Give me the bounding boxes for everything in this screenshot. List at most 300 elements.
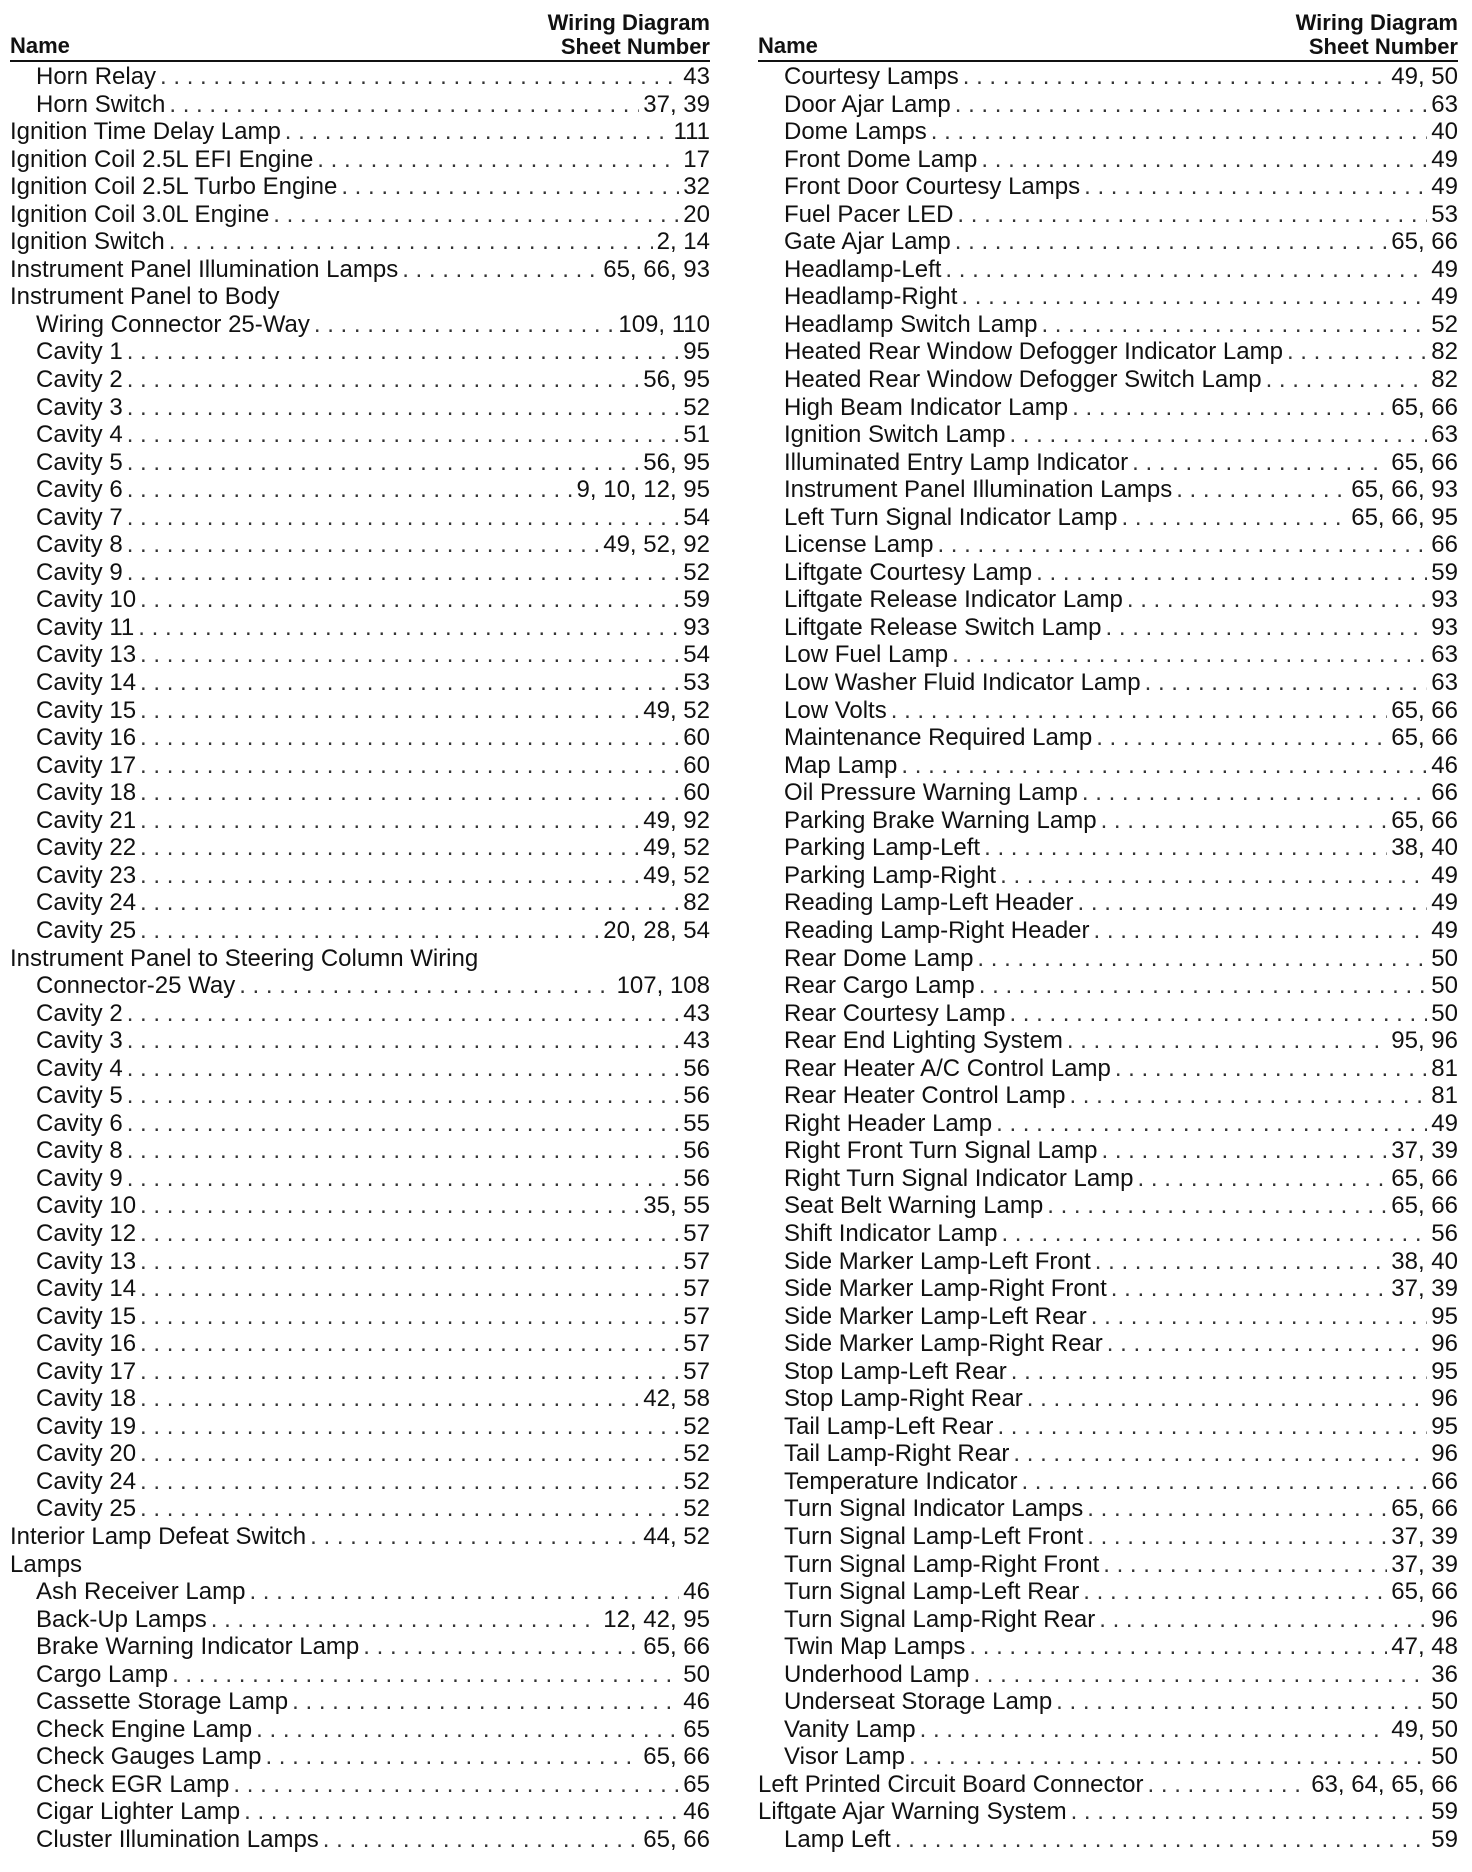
sheet-number: 54 (683, 641, 710, 669)
index-entry (758, 201, 1458, 229)
dot-leader (265, 1743, 639, 1771)
dot-leader (140, 586, 679, 614)
dot-leader (1266, 366, 1428, 394)
index-entry (758, 1000, 1458, 1028)
entry-name: Cavity 21 (36, 806, 137, 834)
index-entry (10, 1495, 710, 1523)
index-entry (10, 1358, 710, 1386)
dot-leader (1072, 394, 1387, 422)
dot-leader (292, 1688, 679, 1716)
entry-name: Low Washer Fluid Indicator Lamp (784, 669, 1141, 697)
entry-name: Cavity 25 (36, 1495, 137, 1523)
sheet-number: 55 (683, 1109, 710, 1137)
entry-name: Headlamp Switch Lamp (784, 310, 1038, 338)
dot-leader (127, 504, 680, 532)
entry-name: Liftgate Release Switch Lamp (784, 613, 1102, 641)
index-entry (10, 641, 710, 669)
sheet-number: 56 (683, 1054, 710, 1082)
index-entry (10, 1330, 710, 1358)
dot-leader (1091, 1303, 1428, 1331)
entry-name: Cavity 16 (36, 724, 137, 752)
dot-leader (127, 476, 573, 504)
entry-name: Front Door Courtesy Lamps (784, 173, 1081, 201)
dot-leader (244, 1798, 679, 1826)
sheet-number: 49, 52, 92 (603, 531, 710, 559)
dot-leader (127, 449, 640, 477)
dot-leader (1009, 421, 1427, 449)
index-entry (10, 283, 710, 311)
index-entry (10, 531, 710, 559)
entry-name: Ignition Switch (10, 228, 165, 256)
sheet-number: 57 (683, 1302, 710, 1330)
sheet-number: 63 (1431, 90, 1458, 118)
entry-name: Wiring Connector 25-Way (36, 310, 310, 338)
sheet-number: 66 (1431, 531, 1458, 559)
index-entry (758, 366, 1458, 394)
index-entry (758, 1633, 1458, 1661)
dot-leader (969, 1633, 1387, 1661)
index-entry (10, 1275, 710, 1303)
sheet-number: 12, 42, 95 (603, 1605, 710, 1633)
entry-name: Right Turn Signal Indicator Lamp (784, 1164, 1134, 1192)
sheet-number: 81 (1431, 1082, 1458, 1110)
sheet-number: 52 (683, 1412, 710, 1440)
dot-leader (1082, 779, 1427, 807)
index-entry (10, 669, 710, 697)
entry-name: Horn Switch (36, 90, 166, 118)
entry-name: Cluster Illumination Lamps (36, 1826, 319, 1853)
sheet-number: 50 (1431, 1743, 1458, 1771)
dot-leader (931, 118, 1428, 146)
dot-leader (909, 1743, 1427, 1771)
dot-leader (127, 1082, 680, 1110)
sheet-number: 93 (1431, 586, 1458, 614)
index-entry (758, 807, 1458, 835)
sheet-number: 57 (683, 1247, 710, 1275)
index-entry (10, 1826, 710, 1854)
sheet-number: 46 (683, 1798, 710, 1826)
index-entry (10, 1055, 710, 1083)
dot-leader (1287, 338, 1427, 366)
sheet-number: 47, 48 (1391, 1633, 1458, 1661)
entry-name: Cavity 4 (36, 1054, 123, 1082)
sheet-number: 20, 28, 54 (603, 916, 710, 944)
entry-name: Door Ajar Lamp (784, 90, 951, 118)
sheet-number: 46 (1431, 751, 1458, 779)
index-entry (10, 1578, 710, 1606)
sheet-number: 50 (1431, 999, 1458, 1027)
entry-name: Cavity 2 (36, 999, 123, 1027)
entry-name: Right Front Turn Signal Lamp (784, 1137, 1098, 1165)
dot-leader (961, 283, 1427, 311)
index-entry (10, 889, 710, 917)
index-entry (10, 1413, 710, 1441)
sheet-number: 36 (1431, 1660, 1458, 1688)
sheet-number: 65, 66 (643, 1743, 710, 1771)
dot-leader (895, 1826, 1428, 1854)
dot-leader (1094, 917, 1428, 945)
sheet-number: 52 (683, 1495, 710, 1523)
sheet-number: 65, 66, 93 (603, 255, 710, 283)
dot-leader (1021, 1468, 1427, 1496)
index-entry (10, 366, 710, 394)
entry-name: Liftgate Courtesy Lamp (784, 558, 1033, 586)
sheet-number: 63 (1431, 669, 1458, 697)
sheet-number: 52 (683, 558, 710, 586)
entry-name: Tail Lamp-Right Rear (784, 1440, 1010, 1468)
dot-leader (127, 531, 600, 559)
index-entry (10, 118, 710, 146)
entry-name: Rear Heater Control Lamp (784, 1082, 1066, 1110)
index-entry (758, 1771, 1458, 1799)
sheet-number: 82 (1431, 338, 1458, 366)
index-entry (10, 1743, 710, 1771)
sheet-number: 43 (683, 63, 710, 90)
sheet-number: 57 (683, 1275, 710, 1303)
index-entry (758, 1606, 1458, 1634)
sheet-number: 50 (683, 1660, 710, 1688)
dot-leader (140, 1192, 639, 1220)
entry-name: Reading Lamp-Left Header (784, 889, 1074, 917)
sheet-number: 65, 66 (1391, 696, 1458, 724)
dot-leader (1013, 1440, 1427, 1468)
sheet-number: 56, 95 (643, 366, 710, 394)
sheet-number: 49 (1431, 255, 1458, 283)
sheet-header-line1: Wiring Diagram (547, 10, 710, 35)
index-entry (758, 1248, 1458, 1276)
entry-name: Cavity 15 (36, 696, 137, 724)
index-entry (758, 1688, 1458, 1716)
sheet-number: 65, 66, 95 (1351, 503, 1458, 531)
entry-name: Cavity 22 (36, 834, 137, 862)
dot-leader (955, 91, 1428, 119)
dot-leader (1069, 1082, 1427, 1110)
index-entry (758, 1027, 1458, 1055)
entry-name: Cassette Storage Lamp (36, 1688, 289, 1716)
sheet-header-line2: Sheet Number (560, 34, 710, 59)
dot-leader (169, 91, 639, 119)
dot-leader (140, 889, 679, 917)
dot-leader (891, 697, 1388, 725)
dot-leader (140, 1495, 679, 1523)
entry-name: Tail Lamp-Left Rear (784, 1412, 994, 1440)
index-entry (10, 1220, 710, 1248)
dot-leader (1011, 1358, 1428, 1386)
index-entry (10, 504, 710, 532)
entry-name: Temperature Indicator (784, 1467, 1018, 1495)
name-header: Name (758, 33, 818, 58)
sheet-header-line2: Sheet Number (1308, 34, 1458, 59)
index-entry (10, 1027, 710, 1055)
sheet-number: 32 (683, 173, 710, 201)
dot-leader (140, 1330, 679, 1358)
dot-leader (127, 559, 680, 587)
dot-leader (127, 1000, 680, 1028)
entry-name: Cavity 24 (36, 1467, 137, 1495)
sheet-number: 65 (683, 1770, 710, 1798)
dot-leader (1000, 862, 1427, 890)
sheet-number: 49, 52 (643, 696, 710, 724)
index-entry (10, 1798, 710, 1826)
entry-name: Cavity 18 (36, 779, 137, 807)
dot-leader (1056, 1688, 1427, 1716)
index-entry (758, 1743, 1458, 1771)
index-entry (758, 1082, 1458, 1110)
entry-name: Parking Brake Warning Lamp (784, 806, 1097, 834)
index-entry (10, 1110, 710, 1138)
index-entry (758, 1468, 1458, 1496)
index-entry (758, 1826, 1458, 1854)
entry-name: Parking Lamp-Left (784, 834, 981, 862)
index-entry (758, 1303, 1458, 1331)
index-entry (758, 779, 1458, 807)
entry-name: Oil Pressure Warning Lamp (784, 779, 1078, 807)
entry-name: Liftgate Ajar Warning System (758, 1798, 1067, 1826)
entry-name: Right Header Lamp (784, 1109, 993, 1137)
index-entry (10, 449, 710, 477)
sheet-number: 57 (683, 1330, 710, 1358)
sheet-number: 49 (1431, 145, 1458, 173)
entry-name: Check Engine Lamp (36, 1715, 253, 1743)
entry-name: Parking Lamp-Right (784, 861, 997, 889)
dot-leader (140, 1248, 679, 1276)
sheet-number: 49, 52 (643, 834, 710, 862)
index-entry (10, 201, 710, 229)
entry-name: Cavity 10 (36, 1192, 137, 1220)
sheet-number: 65, 66 (1391, 448, 1458, 476)
sheet-number: 9, 10, 12, 95 (576, 476, 710, 504)
sheet-number: 52 (1431, 310, 1458, 338)
entry-name: Side Marker Lamp-Left Front (784, 1247, 1091, 1275)
entry-name: Cavity 25 (36, 916, 137, 944)
index-entry (758, 1551, 1458, 1579)
dot-leader (1106, 614, 1428, 642)
column-header (758, 8, 1458, 62)
index-entry (10, 91, 710, 119)
entry-name: Left Turn Signal Indicator Lamp (784, 503, 1118, 531)
dot-leader (1027, 1385, 1428, 1413)
entry-name: Cavity 16 (36, 1330, 137, 1358)
entry-name: Cavity 5 (36, 1082, 123, 1110)
index-entry (10, 559, 710, 587)
index-entry (758, 1165, 1458, 1193)
sheet-number: 65, 66 (643, 1826, 710, 1853)
index-entry (758, 1358, 1458, 1386)
dot-leader (249, 1578, 679, 1606)
dot-leader (997, 1413, 1427, 1441)
index-entry (758, 1798, 1458, 1826)
index-entry (758, 724, 1458, 752)
sheet-number: 96 (1431, 1385, 1458, 1413)
sheet-number: 82 (1431, 366, 1458, 394)
sheet-number: 57 (683, 1219, 710, 1247)
index-entry (10, 256, 710, 284)
index-entry (10, 1551, 710, 1579)
sheet-number: 59 (1431, 558, 1458, 586)
entry-name: Low Fuel Lamp (784, 641, 949, 669)
sheet-number: 46 (683, 1688, 710, 1716)
entry-name: Turn Signal Lamp-Right Front (784, 1550, 1100, 1578)
dot-leader (138, 614, 679, 642)
index-entry (10, 1688, 710, 1716)
entry-name: Check EGR Lamp (36, 1770, 230, 1798)
index-entry (758, 311, 1458, 339)
sheet-number: 111 (673, 118, 710, 146)
dot-leader (127, 1165, 680, 1193)
dot-leader (317, 146, 679, 174)
dot-leader (1083, 1578, 1387, 1606)
entry-name: Ignition Switch Lamp (784, 421, 1006, 449)
index-entry (758, 504, 1458, 532)
sheet-number: 65, 66 (1391, 228, 1458, 256)
dot-leader (1103, 1551, 1387, 1579)
dot-leader (901, 752, 1427, 780)
sheet-number: 95, 96 (1391, 1027, 1458, 1055)
index-entry (10, 421, 710, 449)
entry-name: Ash Receiver Lamp (36, 1578, 246, 1606)
dot-leader (285, 118, 670, 146)
entry-name: Maintenance Required Lamp (784, 724, 1093, 752)
entry-name: Cigar Lighter Lamp (36, 1798, 241, 1826)
entry-name: Cavity 3 (36, 1027, 123, 1055)
index-entry (758, 1523, 1458, 1551)
sheet-number: 66 (1431, 1467, 1458, 1495)
sheet-number: 52 (683, 1440, 710, 1468)
entry-name: Ignition Coil 2.5L Turbo Engine (10, 173, 338, 201)
sheet-number: 49 (1431, 283, 1458, 311)
sheet-number: 93 (1431, 613, 1458, 641)
index-entry (10, 917, 710, 945)
index-entry (10, 614, 710, 642)
entry-name: Headlamp-Left (784, 255, 942, 283)
index-entry (10, 1000, 710, 1028)
sheet-number: 40 (1431, 118, 1458, 146)
sheet-number: 56 (683, 1082, 710, 1110)
entry-name: Cavity 1 (36, 338, 123, 366)
entry-name: Cavity 11 (36, 613, 135, 641)
sheet-number: 49 (1431, 861, 1458, 889)
index-entry (758, 1137, 1458, 1165)
dot-leader (1122, 504, 1348, 532)
entry-name: Twin Map Lamps (784, 1633, 966, 1661)
dot-leader (211, 1606, 600, 1634)
entry-name: Connector-25 Way (36, 972, 236, 1000)
entry-name: Rear Dome Lamp (784, 944, 974, 972)
dot-leader (955, 228, 1388, 256)
sheet-number: 65 (683, 1715, 710, 1743)
entry-name: Turn Signal Indicator Lamps (784, 1495, 1084, 1523)
sheet-number: 63, 64, 65, 66 (1311, 1770, 1458, 1798)
index-entry (10, 779, 710, 807)
index-entry (10, 1716, 710, 1744)
index-entry (758, 449, 1458, 477)
entry-name: Side Marker Lamp-Right Front (784, 1275, 1107, 1303)
sheet-number: 20 (683, 200, 710, 228)
entry-name: Back-Up Lamps (36, 1605, 207, 1633)
index-entry (10, 1248, 710, 1276)
dot-leader (140, 779, 679, 807)
entry-name: Left Printed Circuit Board Connector (758, 1770, 1144, 1798)
dot-leader (979, 972, 1428, 1000)
index-entry (758, 697, 1458, 725)
sheet-number: 65, 66 (643, 1633, 710, 1661)
index-entry (758, 283, 1458, 311)
entry-name: Illuminated Entry Lamp Indicator (784, 448, 1129, 476)
index-entry (758, 641, 1458, 669)
index-entry (758, 1385, 1458, 1413)
sheet-number: 82 (683, 889, 710, 917)
dot-leader (1176, 476, 1347, 504)
entry-name: Instrument Panel to Body (10, 283, 280, 311)
index-entry (758, 338, 1458, 366)
index-entry (758, 1330, 1458, 1358)
sheet-number: 49 (1431, 889, 1458, 917)
entry-name: Cavity 18 (36, 1385, 137, 1413)
dot-leader (1096, 724, 1387, 752)
entry-name: Stop Lamp-Left Rear (784, 1357, 1007, 1385)
dot-leader (140, 1275, 679, 1303)
sheet-number: 51 (683, 421, 710, 449)
dot-leader (273, 201, 679, 229)
dot-leader (160, 63, 679, 91)
index-entry (758, 1578, 1458, 1606)
sheet-number: 81 (1431, 1054, 1458, 1082)
sheet-number: 49, 50 (1391, 63, 1458, 90)
dot-leader (937, 531, 1427, 559)
entry-name: Cavity 7 (36, 503, 123, 531)
entry-name: Instrument Panel Illumination Lamps (784, 476, 1173, 504)
sheet-number: 60 (683, 779, 710, 807)
dot-leader (920, 1716, 1388, 1744)
dot-leader (314, 311, 614, 339)
entry-name: Cavity 15 (36, 1302, 137, 1330)
index-entry (758, 752, 1458, 780)
entry-name: Map Lamp (784, 751, 898, 779)
sheet-number: 65, 66 (1391, 1578, 1458, 1606)
sheet-number: 37, 39 (643, 90, 710, 118)
sheet-number: 65, 66 (1391, 724, 1458, 752)
dot-leader (1009, 1000, 1427, 1028)
sheet-number: 35, 55 (643, 1192, 710, 1220)
sheet-number: 96 (1431, 1440, 1458, 1468)
entry-name: Instrument Panel to Steering Column Wiring (10, 944, 479, 972)
index-entry (758, 1716, 1458, 1744)
dot-leader (127, 1027, 680, 1055)
sheet-number: 95 (1431, 1302, 1458, 1330)
index-entry (10, 834, 710, 862)
dot-leader (1127, 586, 1427, 614)
index-entry (10, 63, 710, 91)
index-entry (758, 559, 1458, 587)
entry-name: High Beam Indicator Lamp (784, 393, 1069, 421)
index-entry (758, 669, 1458, 697)
entry-name: Lamps (10, 1550, 83, 1578)
dot-leader (140, 669, 679, 697)
sheet-number: 109, 110 (618, 310, 710, 338)
index-entry (758, 1440, 1458, 1468)
index-entry (10, 1165, 710, 1193)
entry-name: Cavity 6 (36, 1109, 123, 1137)
entry-name: Cavity 12 (36, 1219, 137, 1247)
dot-leader (981, 146, 1427, 174)
dot-leader (140, 807, 639, 835)
dot-leader (1084, 173, 1427, 201)
entry-name: Cavity 14 (36, 1275, 137, 1303)
index-entry (758, 531, 1458, 559)
sheet-number: 54 (683, 503, 710, 531)
sheet-number: 107, 108 (616, 972, 710, 1000)
name-header: Name (10, 33, 70, 58)
